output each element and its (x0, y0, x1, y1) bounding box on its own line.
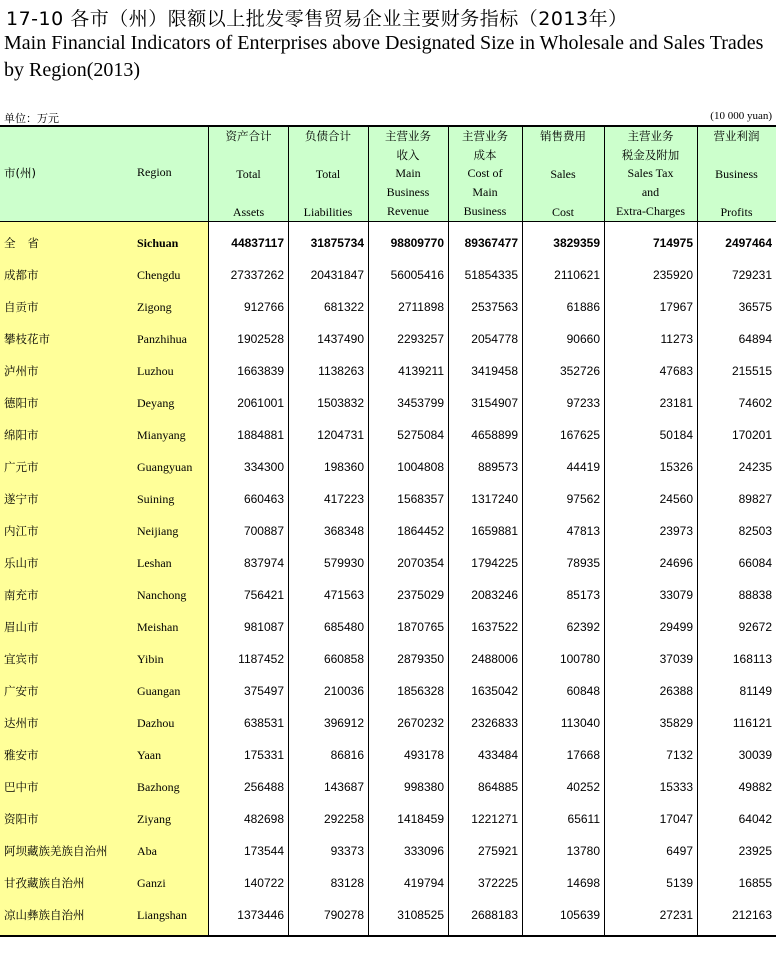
table-cell-value: 1864452 (397, 524, 444, 538)
table-row (0, 707, 776, 739)
header-label-english: Total (236, 167, 261, 181)
table-cell-value: 27231 (659, 908, 693, 922)
table-cell-value: 44837117 (231, 236, 284, 250)
table-cell-value: 97233 (566, 396, 600, 410)
table-cell-value: 1204731 (317, 428, 364, 442)
table-cell-value: 3108525 (397, 908, 444, 922)
table-cell-value: 756421 (243, 588, 284, 602)
table-cell-value: 210036 (323, 684, 364, 698)
region-name-english: Yibin (137, 652, 164, 666)
header-label-chinese: 营业利润 (713, 129, 760, 143)
table-row (0, 355, 776, 387)
table-cell-value: 1503832 (317, 396, 364, 410)
region-name-english: Leshan (137, 556, 172, 570)
table-cell-value: 5275084 (397, 428, 444, 442)
header-label-english: Business (715, 167, 758, 181)
table-cell-value: 90660 (566, 332, 600, 346)
table-row (0, 291, 776, 323)
header-column (522, 127, 604, 222)
region-name-chinese: 泸州市 (4, 364, 39, 378)
table-cell-value: 471563 (323, 588, 364, 602)
header-label-english: Cost (551, 205, 574, 219)
table-cell-value: 4658899 (471, 428, 518, 442)
table-cell-value: 30039 (738, 748, 772, 762)
header-column (697, 127, 776, 222)
region-name-english: Dazhou (137, 716, 175, 730)
table-cell-value: 15333 (659, 780, 693, 794)
table-cell-value: 1663839 (237, 364, 284, 378)
table-cell-value: 33079 (659, 588, 693, 602)
header-label-chinese: 负债合计 (305, 129, 351, 143)
region-name-chinese: 广安市 (4, 684, 39, 698)
table-cell-value: 140722 (243, 876, 284, 890)
header-label-english: Assets (232, 205, 265, 219)
table-row (0, 547, 776, 579)
table-cell-value: 16855 (738, 876, 772, 890)
table-cell-value: 74602 (738, 396, 772, 410)
region-name-english: Chengdu (137, 268, 181, 282)
table-cell-value: 113040 (560, 716, 600, 730)
region-name-english: Guangan (137, 684, 181, 698)
table-cell-value: 1418459 (397, 812, 444, 826)
region-name-english: Luzhou (137, 364, 174, 378)
table-row (0, 579, 776, 611)
table-cell-value: 85173 (566, 588, 600, 602)
table-title-english: Main Financial Indicators of Enterprises above Designated Size in Wholesale and Sales Trades by Region(2013) (4, 32, 764, 81)
table-cell-value: 31875734 (310, 236, 364, 250)
table-cell-value: 116121 (732, 716, 772, 730)
table-cell-value: 2083246 (471, 588, 518, 602)
table-cell-value: 47813 (566, 524, 600, 538)
region-name-chinese: 阿坝藏族羌族自治州 (4, 844, 108, 858)
table-cell-value: 235920 (652, 268, 693, 282)
header-label-chinese: 主营业务 (385, 129, 431, 143)
region-name-english: Meishan (137, 620, 179, 634)
table-cell-value: 638531 (243, 716, 284, 730)
region-name-chinese: 资阳市 (4, 812, 39, 826)
table-title-chinese: 17-10 各市（州）限额以上批发零售贸易企业主要财务指标（2013年） (6, 8, 628, 30)
table-cell-value: 2293257 (397, 332, 444, 346)
region-name-chinese: 巴中市 (4, 780, 39, 794)
table-row (0, 323, 776, 355)
table-cell-value: 1004808 (397, 460, 444, 474)
table-cell-value: 66084 (738, 556, 772, 570)
header-label-english: Liabilities (303, 205, 353, 219)
table-cell-value: 24235 (738, 460, 772, 474)
region-name-english: Yaan (137, 748, 162, 762)
table-cell-value: 49882 (738, 780, 772, 794)
table-cell-value: 143687 (323, 780, 364, 794)
header-label-chinese: 销售费用 (540, 129, 586, 143)
table-row (0, 483, 776, 515)
header-label-english: Revenue (387, 204, 429, 218)
table-cell-value: 40252 (566, 780, 600, 794)
table-cell-value: 2054778 (471, 332, 518, 346)
table-cell-value: 417223 (323, 492, 364, 506)
table-cell-value: 167625 (559, 428, 600, 442)
header-column (604, 127, 697, 222)
table-cell-value: 1794225 (471, 556, 518, 570)
table-cell-value: 29499 (659, 620, 693, 634)
header-label-chinese: 税金及附加 (621, 148, 680, 162)
table-cell-value: 368348 (323, 524, 364, 538)
table-cell-value: 212163 (731, 908, 772, 922)
table-cell-value: 1635042 (471, 684, 518, 698)
table-cell-value: 27337262 (230, 268, 284, 282)
table-cell-value: 23973 (659, 524, 693, 538)
table-cell-value: 396912 (323, 716, 364, 730)
table-cell-value: 47683 (659, 364, 693, 378)
region-name-english: Zigong (137, 300, 172, 314)
table-cell-value: 1373446 (237, 908, 284, 922)
table-cell-value: 998380 (403, 780, 444, 794)
unit-label-english: (10 000 yuan) (710, 110, 772, 122)
table-cell-value: 333096 (403, 844, 444, 858)
table-cell-value: 11273 (660, 332, 693, 346)
table-cell-value: 700887 (243, 524, 284, 538)
table-cell-value: 1902528 (237, 332, 284, 346)
header-column (288, 127, 368, 222)
region-name-english: Liangshan (137, 908, 187, 922)
table-cell-value: 2326833 (471, 716, 518, 730)
table-cell-value: 1884881 (237, 428, 284, 442)
table-cell-value: 44419 (566, 460, 600, 474)
table-cell-value: 2670232 (397, 716, 444, 730)
table-cell-value: 215515 (731, 364, 772, 378)
table-cell-value: 681322 (323, 300, 364, 314)
table-cell-value: 981087 (243, 620, 284, 634)
header-label-english: Business (463, 204, 507, 218)
table-cell-value: 50184 (659, 428, 693, 442)
table-cell-value: 97562 (566, 492, 600, 506)
table-cell-value: 864885 (477, 780, 518, 794)
region-name-english: Bazhong (137, 780, 180, 794)
table-cell-value: 3829359 (553, 236, 600, 250)
table-row (0, 259, 776, 291)
table-cell-value: 36575 (738, 300, 772, 314)
table-cell-value: 889573 (477, 460, 518, 474)
table-cell-value: 65611 (567, 812, 600, 826)
region-name-chinese: 广元市 (4, 460, 39, 474)
table-cell-value: 17047 (659, 812, 693, 826)
table-cell-value: 64042 (738, 812, 772, 826)
header-label-chinese: 成本 (473, 148, 497, 162)
table-cell-value: 20431847 (310, 268, 364, 282)
region-name-chinese: 凉山彝族自治州 (4, 908, 85, 922)
table-cell-value: 352726 (559, 364, 600, 378)
table-cell-value: 13780 (566, 844, 600, 858)
table-cell-value: 51854335 (464, 268, 518, 282)
table-cell-value: 23181 (659, 396, 693, 410)
table-row (0, 675, 776, 707)
table-cell-value: 6497 (666, 844, 693, 858)
header-label-chinese: 主营业务 (462, 129, 508, 143)
table-cell-value: 714975 (652, 236, 693, 250)
table-cell-value: 17668 (566, 748, 600, 762)
table-cell-value: 1317240 (471, 492, 518, 506)
header-label-english: Business (386, 185, 430, 199)
table-cell-value: 372225 (477, 876, 518, 890)
table-cell-value: 173544 (243, 844, 284, 858)
table-cell-value: 2375029 (397, 588, 444, 602)
region-name-english: Neijiang (137, 524, 179, 538)
table-cell-value: 912766 (243, 300, 284, 314)
table-cell-value: 86816 (330, 748, 364, 762)
region-name-english: Suining (137, 492, 175, 506)
region-name-chinese: 成都市 (4, 268, 39, 282)
header-column (448, 127, 522, 222)
region-name-english: Nanchong (137, 588, 187, 602)
header-label-english: Sales Tax (627, 166, 674, 180)
table-cell-value: 89827 (738, 492, 772, 506)
table-cell-value: 1659881 (471, 524, 518, 538)
table-row (0, 771, 776, 803)
header-label-english: Profits (720, 205, 753, 219)
table-cell-value: 2711898 (398, 300, 444, 314)
table-row (0, 227, 776, 259)
table-cell-value: 168113 (732, 652, 772, 666)
region-name-english: Sichuan (137, 236, 179, 250)
table-cell-value: 790278 (323, 908, 364, 922)
region-name-english: Ziyang (137, 812, 171, 826)
table-cell-value: 14698 (566, 876, 600, 890)
table-cell-value: 2537563 (471, 300, 518, 314)
table-cell-value: 5139 (666, 876, 693, 890)
region-name-english: Aba (137, 844, 157, 858)
table-cell-value: 729231 (731, 268, 772, 282)
region-name-chinese: 攀枝花市 (4, 332, 50, 346)
table-cell-value: 292258 (323, 812, 364, 826)
table-row (0, 387, 776, 419)
region-name-chinese: 乐山市 (4, 556, 39, 570)
table-row (0, 515, 776, 547)
table-cell-value: 64894 (738, 332, 772, 346)
region-name-english: Deyang (137, 396, 175, 410)
table-cell-value: 493178 (403, 748, 444, 762)
table-cell-value: 83128 (330, 876, 364, 890)
table-cell-value: 1870765 (397, 620, 444, 634)
table-cell-value: 3453799 (397, 396, 444, 410)
region-name-chinese: 内江市 (4, 524, 39, 538)
table-cell-value: 334300 (243, 460, 284, 474)
region-name-english: Guangyuan (137, 460, 193, 474)
table-cell-value: 2488006 (471, 652, 518, 666)
table-cell-value: 256488 (243, 780, 284, 794)
table-cell-value: 23925 (738, 844, 772, 858)
table-cell-value: 98809770 (390, 236, 444, 250)
table-row (0, 867, 776, 899)
table-cell-value: 433484 (477, 748, 518, 762)
table-cell-value: 100780 (559, 652, 600, 666)
table-cell-value: 1856328 (397, 684, 444, 698)
table-cell-value: 2061001 (237, 396, 284, 410)
table-row (0, 835, 776, 867)
header-label-chinese: 收入 (396, 148, 420, 162)
table-cell-value: 1187452 (238, 652, 284, 666)
table-cell-value: 4139211 (398, 364, 444, 378)
header-label-english: and (641, 185, 660, 199)
table-cell-value: 105639 (559, 908, 600, 922)
table-row (0, 739, 776, 771)
table-cell-value: 2497464 (725, 236, 772, 250)
table-cell-value: 24696 (659, 556, 693, 570)
table-cell-value: 82503 (738, 524, 772, 538)
header-label-chinese: 主营业务 (627, 129, 674, 143)
table-row (0, 899, 776, 931)
region-name-chinese: 眉山市 (4, 620, 39, 634)
table-cell-value: 78935 (566, 556, 600, 570)
table-cell-value: 3419458 (471, 364, 518, 378)
region-name-chinese: 绵阳市 (4, 428, 39, 442)
table-cell-value: 92672 (738, 620, 772, 634)
table-row (0, 419, 776, 451)
table-cell-value: 17967 (659, 300, 693, 314)
table-cell-value: 660858 (323, 652, 364, 666)
table-cell-value: 62392 (566, 620, 600, 634)
table-cell-value: 26388 (659, 684, 693, 698)
table-row (0, 611, 776, 643)
region-name-chinese: 达州市 (4, 716, 39, 730)
table-cell-value: 175331 (243, 748, 284, 762)
region-name-chinese: 宜宾市 (4, 652, 39, 666)
table-cell-value: 1221271 (471, 812, 518, 826)
table-cell-value: 2688183 (471, 908, 518, 922)
table-row (0, 643, 776, 675)
region-name-english: Panzhihua (137, 332, 187, 346)
table-cell-value: 660463 (243, 492, 284, 506)
table-cell-value: 2070354 (397, 556, 444, 570)
region-name-chinese: 遂宁市 (4, 492, 39, 506)
table-cell-value: 89367477 (464, 236, 518, 250)
region-name-chinese: 自贡市 (4, 300, 39, 314)
table-cell-value: 88838 (738, 588, 772, 602)
region-name-english: Ganzi (137, 876, 166, 890)
table-cell-value: 198360 (323, 460, 364, 474)
header-label-english: Extra-Charges (615, 204, 686, 218)
table-cell-value: 7132 (666, 748, 693, 762)
table-cell-value: 1568357 (397, 492, 444, 506)
header-city-chinese: 市(州) (4, 166, 36, 180)
region-name-english: Mianyang (137, 428, 186, 442)
table-cell-value: 24560 (659, 492, 693, 506)
header-label-english: Main (472, 185, 498, 199)
region-name-chinese: 甘孜藏族自治州 (4, 876, 85, 890)
table-bottom-rule (0, 935, 776, 937)
table-cell-value: 579930 (323, 556, 364, 570)
table-cell-value: 1437490 (317, 332, 364, 346)
region-name-chinese: 德阳市 (4, 396, 39, 410)
table-cell-value: 482698 (243, 812, 284, 826)
table-cell-value: 15326 (659, 460, 693, 474)
table-cell-value: 81149 (739, 684, 772, 698)
table-cell-value: 2879350 (397, 652, 444, 666)
header-label-english: Sales (550, 167, 576, 181)
table-cell-value: 419794 (403, 876, 444, 890)
table-cell-value: 93373 (330, 844, 364, 858)
region-name-chinese: 全省 (4, 236, 51, 250)
table-cell-value: 61886 (566, 300, 600, 314)
unit-label-chinese: 单位：万元 (4, 112, 59, 125)
header-column (368, 127, 448, 222)
table-cell-value: 1637522 (471, 620, 518, 634)
table-cell-value: 837974 (243, 556, 284, 570)
header-label-english: Main (395, 166, 421, 180)
table-cell-value: 56005416 (390, 268, 444, 282)
table-cell-value: 37039 (659, 652, 693, 666)
table-cell-value: 375497 (243, 684, 284, 698)
table-cell-value: 2110621 (554, 268, 600, 282)
table-cell-value: 1138263 (318, 364, 364, 378)
table-cell-value: 60848 (566, 684, 600, 698)
table-row (0, 803, 776, 835)
table-cell-value: 170201 (731, 428, 772, 442)
table-cell-value: 3154907 (471, 396, 518, 410)
header-label-english: Total (315, 167, 341, 181)
header-region-english: Region (137, 165, 172, 179)
table-row (0, 451, 776, 483)
header-label-english: Cost of (467, 166, 503, 180)
table-cell-value: 275921 (477, 844, 518, 858)
region-name-chinese: 雅安市 (4, 748, 39, 762)
region-name-chinese: 南充市 (4, 588, 39, 602)
table-cell-value: 35829 (659, 716, 693, 730)
table-cell-value: 685480 (323, 620, 364, 634)
header-column (209, 127, 288, 222)
header-label-chinese: 资产合计 (225, 129, 272, 143)
